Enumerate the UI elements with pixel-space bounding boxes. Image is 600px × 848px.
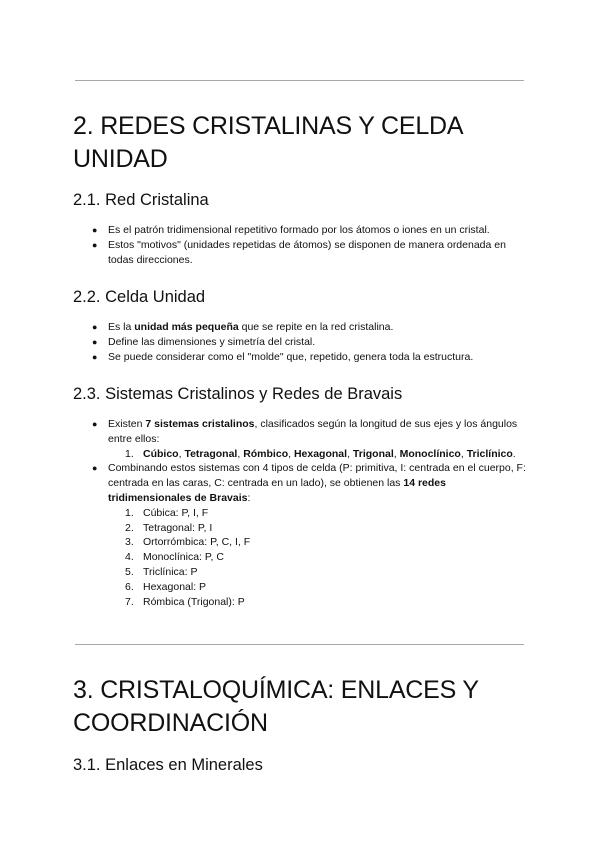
section-2-heading: 2. REDES CRISTALINAS Y CELDA UNIDAD xyxy=(73,112,462,173)
subsection-3-1-heading: 3.1. Enlaces en Minerales xyxy=(73,756,263,774)
list-item: 6. Hexagonal: P xyxy=(125,580,207,593)
list-item: ● Estos "motivos" (unidades repetidas de átomos) se disponen de manera ordenada en todas direcciones. xyxy=(92,238,506,266)
list-item: ● Define las dimensiones y simetría del cristal. xyxy=(92,335,316,348)
horizontal-rule-top xyxy=(75,80,524,81)
list-item: ● Combinando estos sistemas con 4 tipos de celda (P: primitiva, I: centrada en el cuerpo, F: centrada en las caras, C: centrada en un lado), se obtienen las 14 redes tridimensionales de Bravais: 1. Cúbica: P, I, F 2. Tetragonal: P, I 3. Ortorrómbica: P, C, I, F 4. Monoclínica: P, C 5. Triclínica: P 6. Hexagonal: P 7. Rómbica (Trigonal): P xyxy=(92,461,532,609)
bravais-lattices-list xyxy=(108,506,532,610)
red-cristalina-list xyxy=(92,223,532,267)
bullet-icon: ● xyxy=(92,322,98,332)
list-item: ● Es el patrón tridimensional repetitivo formado por los átomos o iones en un cristal. xyxy=(92,224,490,236)
subsection-2-1-heading: 2.1. Red Cristalina xyxy=(73,191,209,209)
bullet-icon: ● xyxy=(92,463,98,474)
sistemas-cristalinos-list xyxy=(92,417,532,609)
list-item: 3. Ortorrómbica: P, C, I, F xyxy=(125,536,251,549)
bullet-icon: ● xyxy=(92,351,98,362)
bullet-icon: ● xyxy=(92,336,98,347)
horizontal-rule-middle xyxy=(75,644,524,645)
subsection-2-3-heading: 2.3. Sistemas Cristalinos y Redes de Bravais xyxy=(73,385,403,403)
crystal-systems-list xyxy=(108,447,532,462)
list-item: 5. Triclínica: P xyxy=(125,565,198,578)
subsection-2-2-heading: 2.2. Celda Unidad xyxy=(73,288,206,306)
bullet-icon: ● xyxy=(92,225,98,235)
bold-text: 7 sistemas cristalinos xyxy=(145,418,255,430)
bullet-icon: ● xyxy=(92,419,98,429)
list-item: 1. Cúbico, Tetragonal, Rómbico, Hexagonal, Trigonal, Monoclínico, Triclínico. xyxy=(125,447,516,460)
list-item: 1. Cúbica: P, I, F xyxy=(125,506,209,519)
section-3-heading: 3. CRISTALOQUÍMICA: ENLACES Y COORDINACIÓN xyxy=(73,676,479,737)
list-item: ● Se puede considerar como el "molde" que, repetido, genera toda la estructura. xyxy=(92,350,474,363)
list-item: 7. Rómbica (Trigonal): P xyxy=(125,595,245,608)
list-item: ● Es la unidad más pequeña que se repite en la red cristalina. xyxy=(92,321,394,333)
celda-unidad-list xyxy=(92,320,532,364)
list-number: 1. xyxy=(125,447,134,460)
list-item: 4. Monoclínica: P, C xyxy=(125,551,224,564)
list-item: ● Existen 7 sistemas cristalinos, clasificados según la longitud de sus ejes y los ángulos entre ellos: 1. Cúbico, Tetragonal, Rómbico, Hexagonal, Trigonal, Monoclínico, Triclínico. xyxy=(92,417,532,461)
list-item: 2. Tetragonal: P, I xyxy=(125,521,213,534)
bold-text: unidad más pequeña xyxy=(134,321,239,333)
bullet-icon: ● xyxy=(92,239,98,250)
bold-text: 14 redes tridimensionales de Bravais xyxy=(108,477,446,504)
